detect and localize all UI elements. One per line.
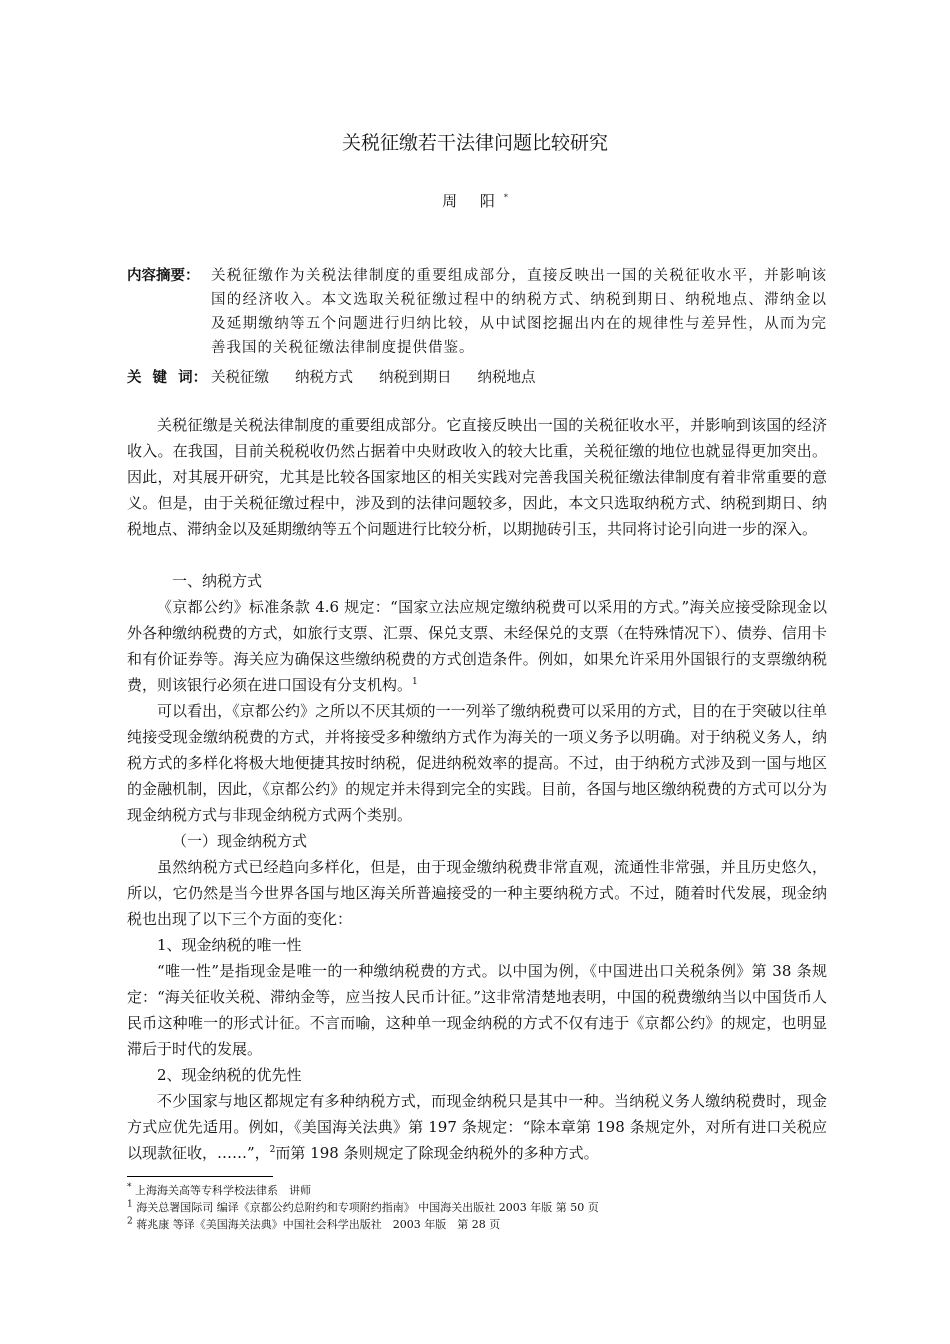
abstract-text: 关税征缴作为关税法律制度的重要组成部分，直接反映出一国的关税征收水平，并影响该国的经济收入。本文选取关税征缴过程中的纳税方式、纳税到期日、纳税地点、滞纳金以及延期缴纳等五个问题进行归纳比较，从中试图挖掘出内在的规律性与差异性，从而为完善我国的关税征缴法律制度提供借鉴。 <box>211 268 827 356</box>
keyword: 纳税到期日 <box>379 370 452 386</box>
subheading-uniqueness: 1、现金纳税的唯一性 <box>157 936 302 954</box>
keywords <box>127 366 827 387</box>
paragraph <box>127 594 827 698</box>
author-name: 周 阳 <box>442 192 504 210</box>
paragraph-text: 而第 198 条则规定了除现金纳税外的多种方式。 <box>275 1144 599 1162</box>
author-footnote-mark: * <box>503 193 508 202</box>
footnote-text: 海关总署国际司 编译《京都公约总附约和专项附约指南》 中国海关出版社 2003 年版 第 50 页 <box>136 1201 599 1214</box>
paragraph: 虽然纳税方式已经趋向多样化，但是，由于现金缴纳税费非常直观，流通性非常强，并且历史悠久，所以，它仍然是当今世界各国与地区海关所普遍接受的一种主要纳税方式。不过，随着时代发展，现金纳税也出现了以下三个方面的变化： <box>127 858 827 928</box>
subheading-priority: 2、现金纳税的优先性 <box>157 1066 302 1084</box>
paragraph-intro: 关税征缴是关税法律制度的重要组成部分。它直接反映出一国的关税征收水平，并影响到该国的经济收入。在我国，目前关税税收仍然占据着中央财政收入的较大比重，关税征缴的地位也就显得更加突出。因此，对其展开研究，尤其是比较各国家地区的相关实践对完善我国关税征缴法律制度有着非常重要的意义。但是，由于关税征缴过程中，涉及到的法律问题较多，因此，本文只选取纳税方式、纳税到期日、纳税地点、滞纳金以及延期缴纳等五个问题进行比较分析，以期抛砖引玉，共同将讨论引向进一步的深入。 <box>127 416 827 538</box>
keywords-label: 关 键 词： <box>127 370 208 386</box>
footnote-text: 蒋兆康 等译《美国海关法典》中国社会科学出版社 2003 年版 第 28 页 <box>136 1218 501 1231</box>
keyword: 纳税方式 <box>295 370 353 386</box>
footnote <box>127 1182 827 1199</box>
footnote-ref: 1 <box>412 677 418 687</box>
keyword: 纳税地点 <box>477 370 536 386</box>
footnote-text: 上海海关高等专科学校法律系 讲师 <box>135 1184 311 1197</box>
paper-title: 关税征缴若干法律问题比较研究 <box>341 132 608 154</box>
author-line <box>0 190 950 211</box>
footnote-divider <box>127 1176 273 1177</box>
footnote-mark: 1 <box>127 1199 133 1210</box>
footnote <box>127 1199 827 1216</box>
keyword: 关税征缴 <box>211 370 269 386</box>
paragraph-text: 不少国家与地区都规定有多种纳税方式，而现金纳税只是其中一种。当纳税义务人缴纳税费时，现金方式应优先适用。例如，《美国海关法典》第 197 条规定：“除本章第 198 条规定外，对所有进口关税应以现款征收，……”， <box>127 1092 827 1162</box>
paragraph: 可以看出，《京都公约》之所以不厌其烦的一一列举了缴纳税费可以采用的方式，目的在于突破以往单纯接受现金缴纳税费的方式，并将接受多种缴纳方式作为海关的一项义务予以明确。对于纳税义务人，纳税方式的多样化将极大地便捷其按时纳税，促进纳税效率的提高。不过，由于纳税方式涉及到一国与地区的金融机制，因此，《京都公约》的规定并未得到完全的实践。目前，各国与地区缴纳税费的方式可以分为现金纳税方式与非现金纳税方式两个类别。 <box>127 702 827 824</box>
paragraph <box>127 1088 827 1166</box>
footnote-mark: 2 <box>127 1216 133 1227</box>
footnote-mark: * <box>127 1182 132 1193</box>
subsection-heading-cash: （一）现金纳税方式 <box>172 832 308 850</box>
section-heading-payment-method: 一、纳税方式 <box>172 572 263 590</box>
body-text <box>127 412 827 1166</box>
abstract <box>127 264 827 360</box>
paragraph-text: 《京都公约》标准条款 4.6 规定：“国家立法应规定缴纳税费可以采用的方式。”海关应接受除现金以外各种缴纳税费的方式，如旅行支票、汇票、保兑支票、未经保兑的支票（在特殊情况下）、债券、信用卡和有价证券等。海关应为确保这些缴纳税费的方式创造条件。例如，如果允许采用外国银行的支票缴纳税费，则该银行必须在进口国设有分支机构。 <box>127 598 827 694</box>
abstract-label: 内容摘要： <box>127 268 200 284</box>
footnote-ref: 2 <box>269 1145 276 1155</box>
footnote <box>127 1216 827 1233</box>
footnotes <box>127 1182 827 1233</box>
paragraph: “唯一性”是指现金是唯一的一种缴纳税费的方式。以中国为例，《中国进出口关税条例》第 38 条规定：“海关征收关税、滞纳金等，应当按人民币计征。”这非常清楚地表明，中国的税费缴纳当以中国货币人民币这种唯一的形式计征。不言而喻，这种单一现金纳税的方式不仅有违于《京都公约》的规定，也明显滞后于时代的发展。 <box>127 962 827 1058</box>
